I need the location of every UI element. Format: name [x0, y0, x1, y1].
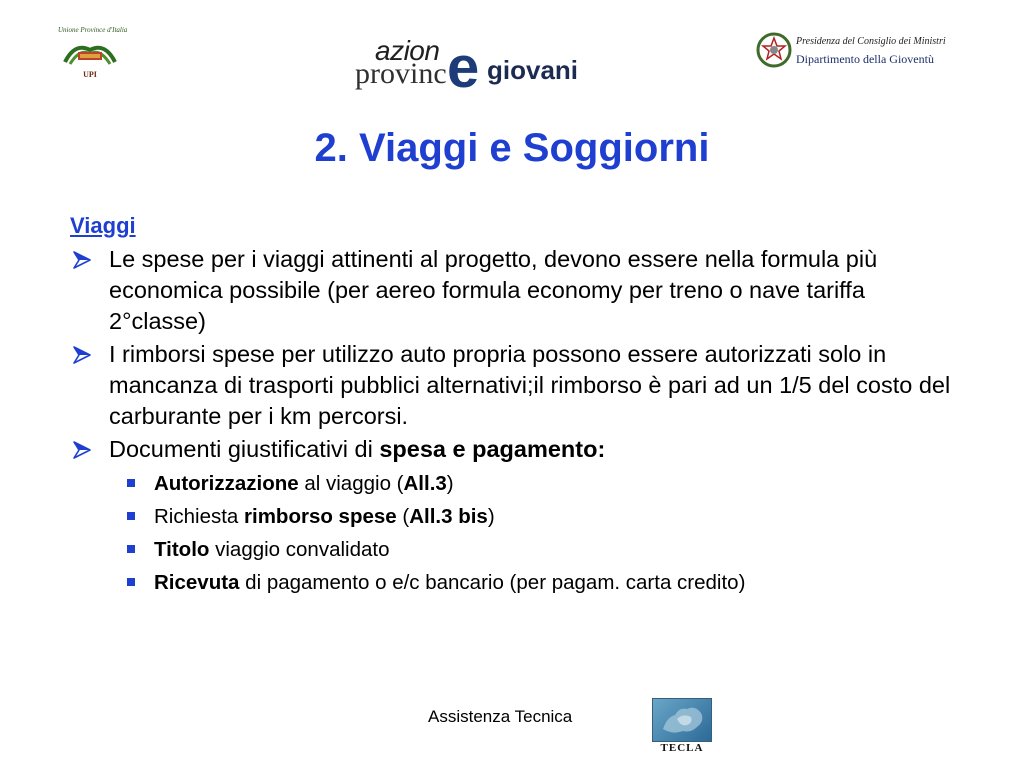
bullet-item	[70, 339, 960, 432]
sub-bullet-bold: All.3	[403, 472, 447, 495]
square-bullet-icon	[127, 545, 135, 553]
bullet-text: Le spese per i viaggi attinenti al progetto, devono essere nella formula più economica possibile (per aereo formula economy per treno o nave tariffa 2°classe)	[109, 246, 878, 334]
sub-bullet-bold: Autorizzazione	[154, 472, 299, 495]
sub-bullet-item	[70, 533, 960, 566]
logo-text-provinc: provinc	[355, 57, 447, 90]
bullet-text: Documenti giustificativi di	[109, 436, 380, 462]
square-bullet-icon	[127, 512, 135, 520]
sub-bullet-text: al viaggio (	[298, 472, 404, 495]
sub-bullet-text: viaggio convalidato	[209, 538, 390, 561]
upi-logo	[50, 26, 130, 82]
sub-bullet-bold: All.3 bis	[409, 505, 488, 528]
sub-bullet-text: )	[487, 505, 495, 528]
sub-bullet-text: )	[446, 472, 454, 495]
upi-logo-ring-text: Unione Province d'Italia	[58, 26, 128, 34]
bullet-item	[70, 434, 960, 465]
upi-label: UPI	[83, 70, 97, 79]
sub-bullet-item	[70, 500, 960, 533]
section-heading: Viaggi	[70, 213, 136, 238]
italian-republic-emblem-icon	[756, 30, 792, 70]
dipartimento-gioventu-logo	[756, 30, 966, 76]
azione-provincegiovani-logo	[355, 35, 605, 100]
arrow-right-bullet-icon	[72, 250, 92, 270]
tecla-logo	[652, 698, 712, 760]
sub-bullet-text: (	[396, 505, 410, 528]
tecla-label: TECLA	[660, 742, 704, 754]
square-bullet-icon	[127, 578, 135, 586]
sub-bullet-bold: rimborso spese	[244, 505, 397, 528]
logo-text-azion: azion	[375, 35, 440, 66]
gov-logo-line2: Dipartimento della Gioventù	[796, 52, 934, 66]
footer-text: Assistenza Tecnica	[428, 707, 573, 726]
slide-title: 2. Viaggi e Soggiorni	[314, 126, 710, 170]
sub-bullet-list	[70, 467, 960, 599]
sub-bullet-item	[70, 566, 960, 599]
sub-bullet-bold: Ricevuta	[154, 571, 240, 594]
logo-text-giovani: giovani	[487, 55, 579, 85]
sub-bullet-bold: Titolo	[154, 538, 210, 561]
bullet-text-bold: spesa e pagamento:	[379, 436, 606, 462]
sub-bullet-text: Richiesta	[154, 505, 245, 528]
sub-bullet-item	[70, 467, 960, 500]
square-bullet-icon	[127, 479, 135, 487]
europe-map-icon	[652, 698, 712, 742]
slide-content	[70, 210, 960, 599]
arrow-right-bullet-icon	[72, 440, 92, 460]
bullet-item	[70, 244, 960, 337]
gov-logo-line1: Presidenza del Consiglio dei Ministri	[796, 36, 946, 47]
sub-bullet-text: di pagamento o e/c bancario (per pagam. carta credito)	[239, 571, 746, 594]
arrow-right-bullet-icon	[72, 345, 92, 365]
bullet-text: I rimborsi spese per utilizzo auto propria possono essere autorizzati solo in mancanza di trasporti pubblici alternativi;il rimborso è pari ad un 1/5 del costo del carburante per i km percorsi.	[109, 341, 951, 429]
logo-text-e: e	[447, 35, 480, 100]
upi-emblem-icon	[60, 40, 120, 70]
